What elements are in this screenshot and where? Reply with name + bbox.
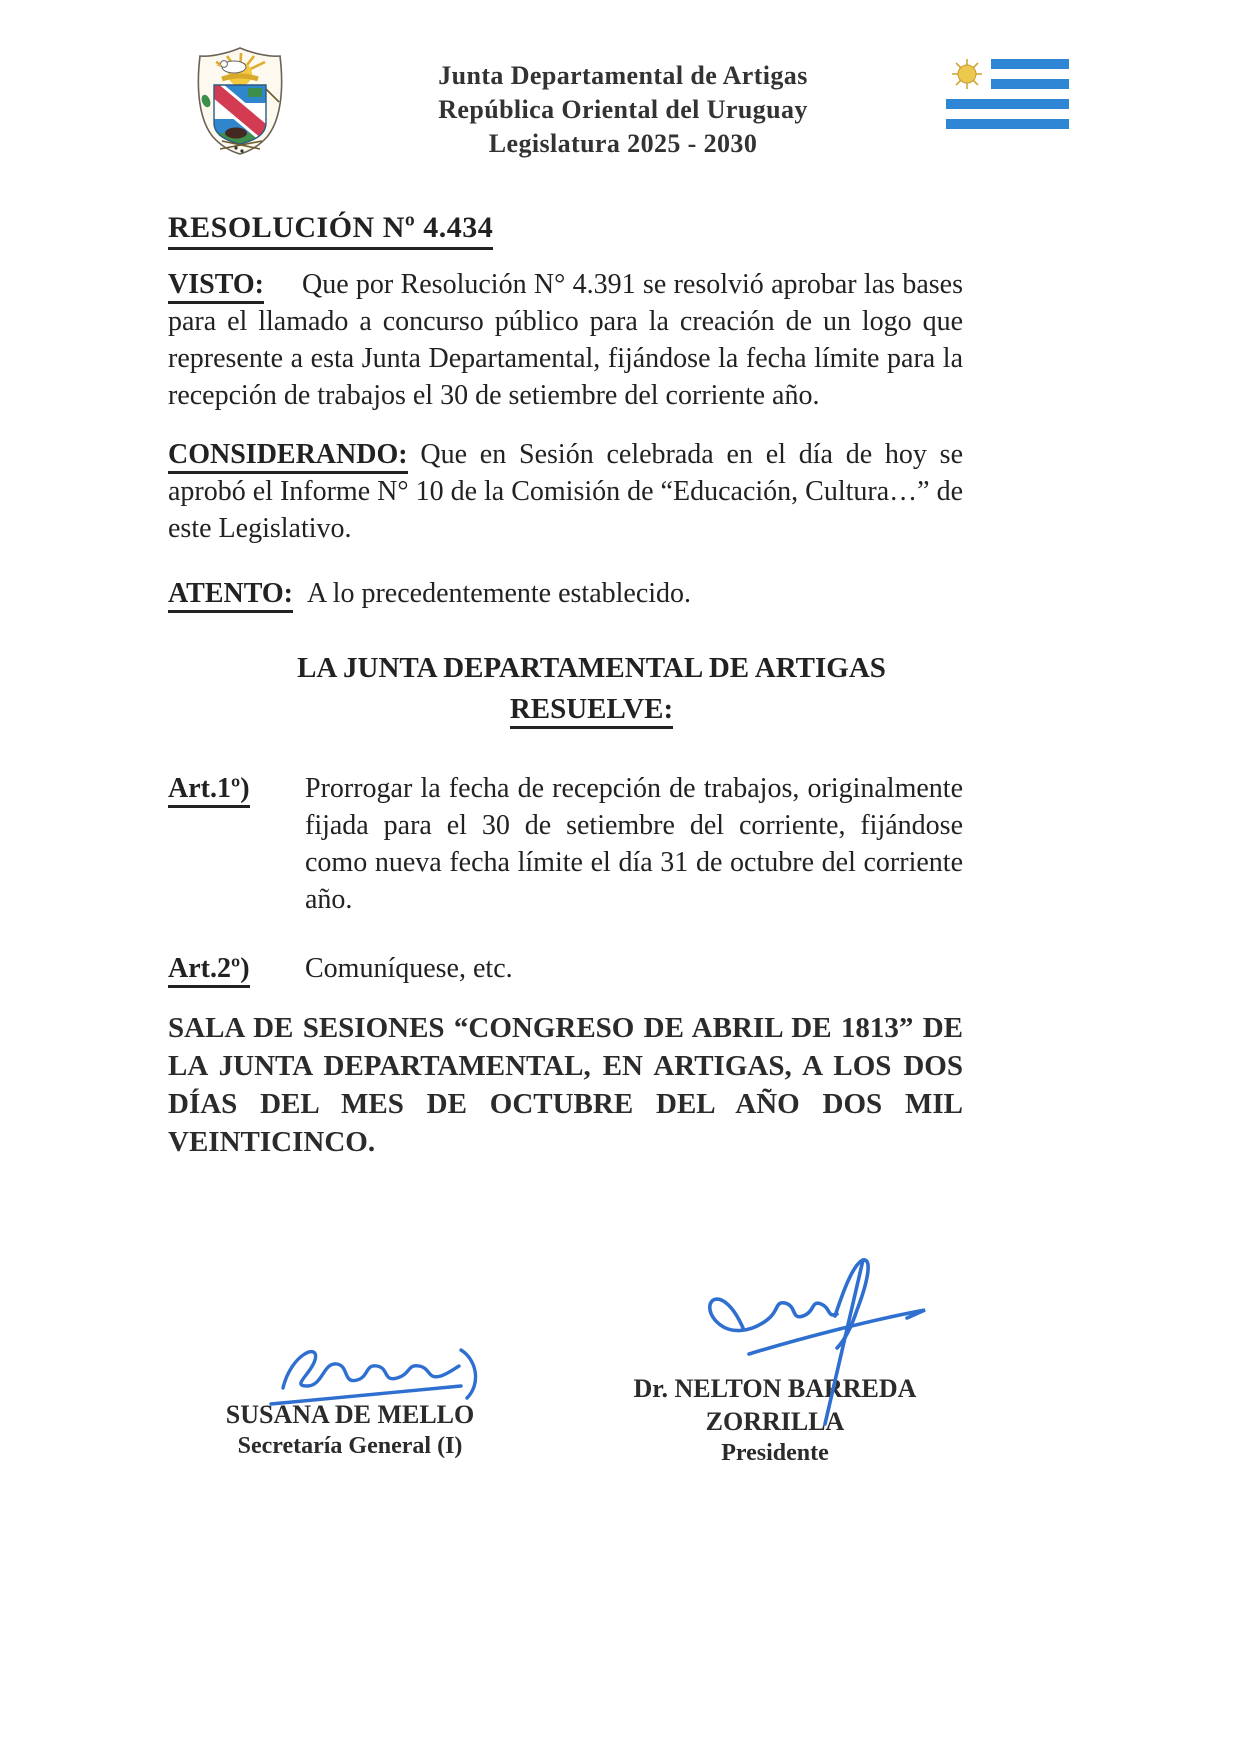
president-title: Presidente [721, 1440, 829, 1466]
resolves-heading [168, 648, 963, 730]
considerando-label: CONSIDERANDO: [168, 439, 408, 474]
secretary-name: SUSANA DE MELLO [225, 1400, 475, 1429]
visto-label: VISTO: [168, 269, 264, 304]
considerando-text: Que en Sesión celebrada en el día de hoy se aprobó el Informe N° 10 de la Comisión de “Educación, Cultura…” de este Legislativo. [168, 439, 964, 544]
org-legislature: Legislatura 2025 - 2030 [488, 129, 758, 158]
visto-text: Que por Resolución N° 4.391 se resolvió aprobar las bases para el llamado a concurso público para la creación de un logo que represente a esta Junta Departamental, fijándose la fecha límite para la recepción de trabajos el 30 de setiembre del corriente año. [168, 269, 963, 411]
resolves-heading-line2: RESUELVE: [510, 693, 673, 729]
president-signature-block [580, 1372, 970, 1468]
atento-text: A lo precedentemente establecido. [307, 578, 692, 609]
org-country: República Oriental del Uruguay [438, 95, 808, 124]
article-2 [168, 950, 963, 987]
article-2-text: Comuníquese, etc. [305, 953, 513, 984]
closing-paragraph: SALA DE SESIONES “CONGRESO DE ABRIL DE 1813” DE LA JUNTA DEPARTAMENTAL, EN ARTIGAS, A LOS DOS DÍAS DEL MES DE OCTUBRE DEL AÑO DOS MIL VEINTICINCO. [168, 1012, 963, 1158]
president-name: Dr. NELTON BARREDA ZORRILLA [633, 1374, 917, 1436]
secretary-signature-block [225, 1398, 475, 1461]
org-name: Junta Departamental de Artigas [438, 61, 808, 90]
secretary-title: Secretaría General (I) [237, 1433, 463, 1459]
considerando-paragraph [168, 436, 963, 547]
artigas-coat-of-arms-icon [178, 45, 302, 157]
resolves-heading-line1: LA JUNTA DEPARTAMENTAL DE ARTIGAS [297, 652, 886, 684]
article-1-text: Prorrogar la fecha de recepción de trabajos, originalmente fijada para el 30 de setiembre del corriente, fijándose como nueva fecha límite el día 31 de octubre del corriente año. [305, 773, 963, 915]
article-1 [168, 770, 963, 918]
resolution-title: RESOLUCIÓN Nº 4.434 [168, 211, 493, 250]
uruguay-flag-icon [944, 55, 1072, 135]
secretary-signature-icon [265, 1336, 490, 1416]
article-1-label: Art.1º) [168, 770, 305, 918]
document-body [0, 211, 1240, 1161]
letterhead [0, 0, 1240, 161]
atento-paragraph [168, 575, 963, 612]
article-2-label: Art.2º) [168, 950, 305, 987]
president-signature-icon [685, 1254, 950, 1444]
atento-label: ATENTO: [168, 578, 293, 613]
visto-paragraph [168, 266, 963, 414]
letterhead-text [302, 45, 944, 161]
